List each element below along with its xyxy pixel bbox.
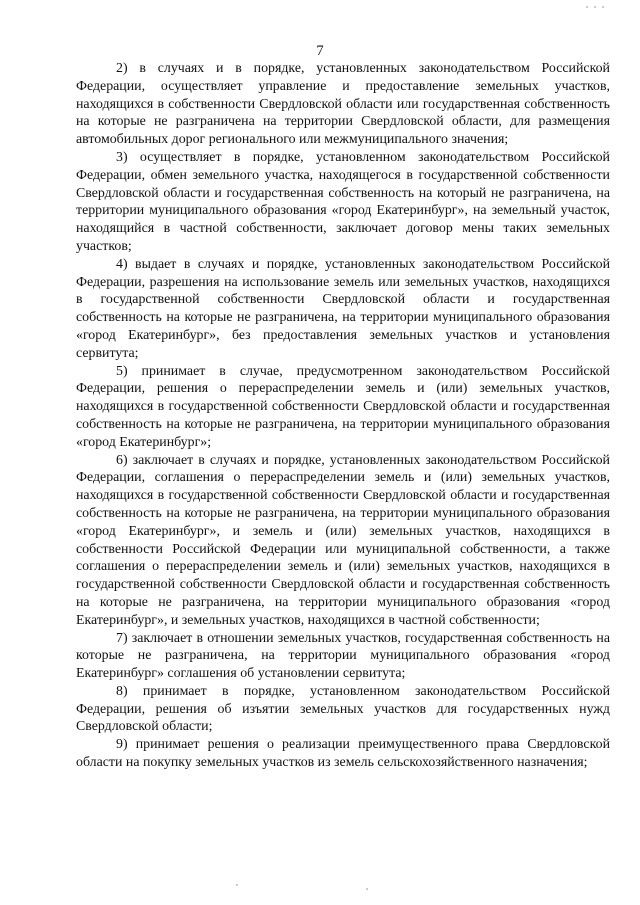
paragraph-item-3: 3) осуществляет в порядке, установленном законодательством Российской Федерации, обмен земельного участка, находящегося в государственной собственности Свердловской области и государственная собственность на который не разграничена, на территории муниципального образования «город Екатеринбург», на земельный участок, находящийся в частной собственности, заключает договор мены таких земельных участков;	[76, 149, 610, 254]
paragraph-item-7: 7) заключает в отношении земельных участков, государственная собственность на которые не разграничена, на территории муниципального образования «город Екатеринбург» соглашения об установлении сервитута;	[76, 630, 610, 682]
paragraph-item-8: 8) принимает в порядке, установленном законодательством Российской Федерации, решения об изъятии земельных участков для государственных нужд Свердловской области;	[76, 683, 610, 735]
paragraph-item-6: 6) заключает в случаях и порядке, установленных законодательством Российской Федерации, соглашения о перераспределении земель и (или) земельных участков, находящихся в государственной собственности Свердловской области и государственная собственность на которые не разграничена, на территории муниципального образования «город Екатеринбург», и земель и (или) земельных участков, находящихся в собственности Российской Федерации или муниципальной собственности, а также соглашения о перераспределении земель и (или) земельных участков, находящихся в государственной собственности Свердловской области и государственная собственность на которые не разграничена, на территории муниципального образования «город Екатеринбург», и земельных участков, находящихся в частной собственности;	[76, 452, 610, 628]
paragraph-item-5: 5) принимает в случае, предусмотренном законодательством Российской Федерации, решения о перераспределении земель и (или) земельных участков, находящихся в государственной собственности Свердловской области и государственная собственность на которые не разграничена, на территории муниципального образования «город Екатеринбург»;	[76, 363, 610, 450]
paragraph-item-4: 4) выдает в случаях и порядке, установленных законодательством Российской Федерации, разрешения на использование земель или земельных участков, находящихся в государственной собственности Свердловской области и государственная собственность на которые не разграничена, на территории муниципального образования «город Екатеринбург», без предоставления земельных участков и установления сервитута;	[76, 256, 610, 361]
scan-speck	[366, 888, 368, 890]
scan-speck	[602, 6, 604, 8]
scan-speck	[236, 884, 238, 886]
paragraph-item-9: 9) принимает решения о реализации преимущественного права Свердловской области на покупку земельных участков из земель сельскохозяйственного назначения;	[76, 737, 610, 771]
scan-speck	[594, 6, 596, 8]
page-number: 7	[316, 43, 324, 59]
document-body	[76, 60, 610, 772]
scan-speck	[586, 6, 588, 8]
paragraph-item-2: 2) в случаях и в порядке, установленных законодательством Российской Федерации, осуществляет управление и предоставление земельных участков, находящихся в собственности Свердловской области или государственная собственность на которые не разграничена на территории Свердловской области, для размещения автомобильных дорог регионального или межмуниципального значения;	[76, 61, 610, 148]
